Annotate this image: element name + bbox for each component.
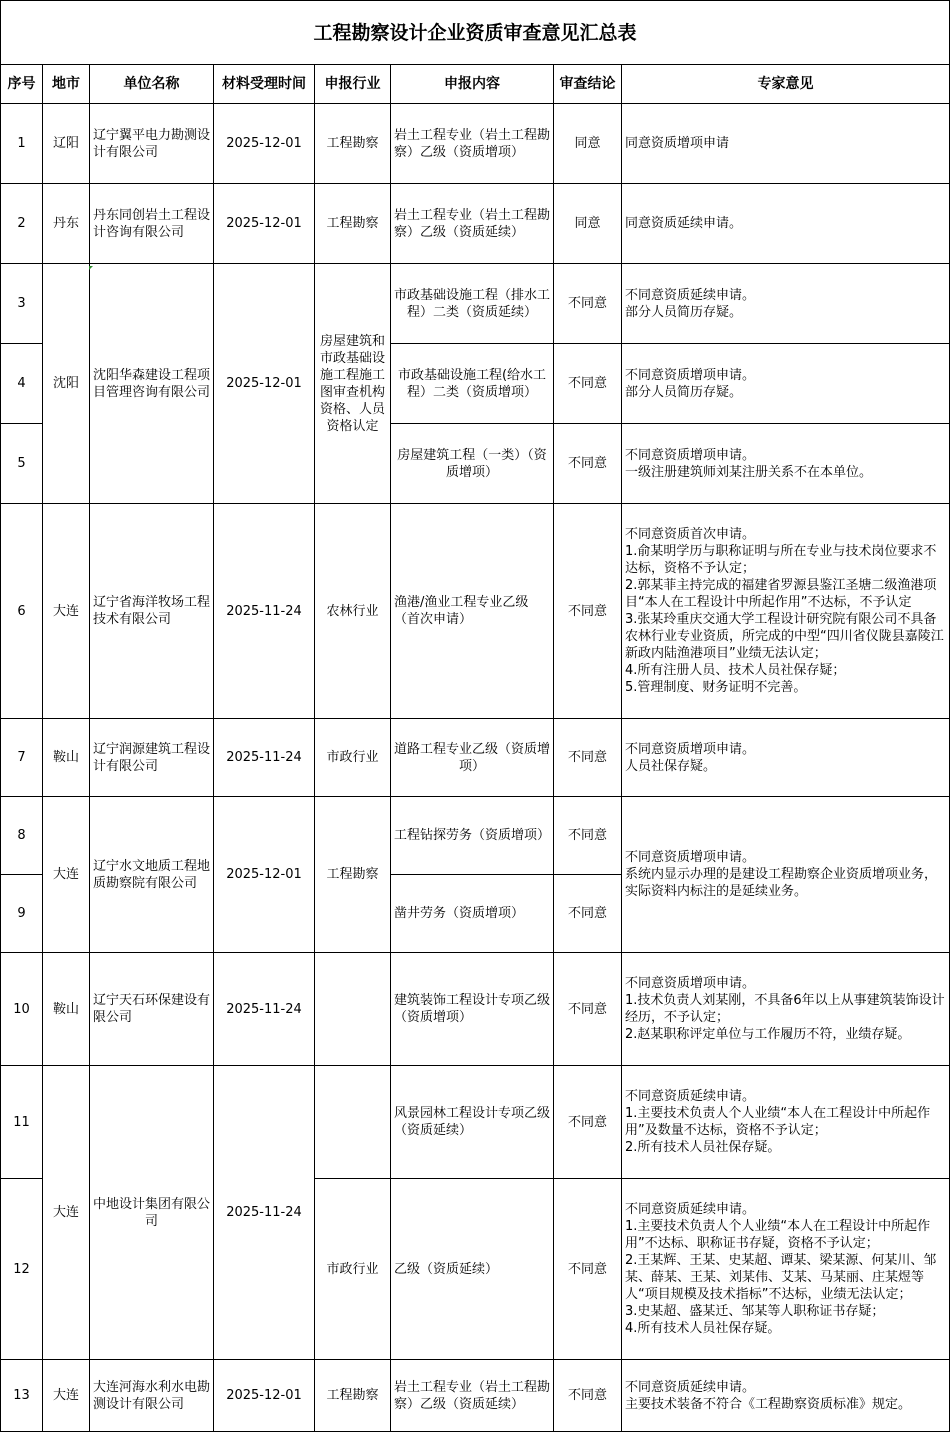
cell-date: 2025-12-01 bbox=[214, 1360, 315, 1432]
header-row bbox=[1, 65, 950, 104]
cell-city: 鞍山 bbox=[43, 953, 90, 1066]
cell-company: 丹东同创岩土工程设计咨询有限公司 bbox=[90, 184, 214, 264]
cell-opinion: 不同意资质增项申请。 一级注册建筑师刘某注册关系不在本单位。 bbox=[622, 424, 950, 504]
cell-industry: 工程勘察 bbox=[315, 184, 391, 264]
cell-result: 不同意 bbox=[554, 953, 622, 1066]
table-row bbox=[1, 1360, 950, 1432]
cell-city: 大连 bbox=[43, 1066, 90, 1360]
cell-content: 建筑装饰工程设计专项乙级（资质增项） bbox=[391, 953, 554, 1066]
header-content: 申报内容 bbox=[391, 65, 554, 104]
table-row bbox=[1, 504, 950, 719]
cell-no: 9 bbox=[1, 875, 43, 953]
header-opinion: 专家意见 bbox=[622, 65, 950, 104]
cell-opinion: 不同意资质延续申请。 1.主要技术负责人个人业绩“本人在工程设计中所起作用”不达标、职称证书存疑，资格不予认定； 2.王某辉、王某、史某超、谭某、梁某源、何某川、邹某、薛某、王某、刘某伟、艾某、马某丽、庄某煜等人“项目规模及技术指标”不达标，业绩无法认定； 3.史某超、盛某迁、邹某等人职称证书存疑； 4.所有技术人员社保存疑。 bbox=[622, 1179, 950, 1360]
cell-content: 房屋建筑工程（一类）（资质增项） bbox=[391, 424, 554, 504]
cell-no: 3 bbox=[1, 264, 43, 344]
table-row bbox=[1, 953, 950, 1066]
cell-company: 辽宁天石环保建设有限公司 bbox=[90, 953, 214, 1066]
cell-date: 2025-12-01 bbox=[214, 184, 315, 264]
cell-city: 大连 bbox=[43, 1360, 90, 1432]
cell-result: 不同意 bbox=[554, 264, 622, 344]
cell-company: 沈阳华森建设工程项目管理咨询有限公司 bbox=[90, 264, 214, 504]
cell-no: 4 bbox=[1, 344, 43, 424]
cell-result: 不同意 bbox=[554, 424, 622, 504]
cell-no: 12 bbox=[1, 1179, 43, 1360]
cell-result: 不同意 bbox=[554, 797, 622, 875]
cell-city: 辽阳 bbox=[43, 104, 90, 184]
cell-no: 6 bbox=[1, 504, 43, 719]
cell-content: 风景园林工程设计专项乙级（资质延续） bbox=[391, 1066, 554, 1179]
header-result: 审查结论 bbox=[554, 65, 622, 104]
cell-company: 大连河海水利水电勘测设计有限公司 bbox=[90, 1360, 214, 1432]
cell-content: 岩土工程专业（岩土工程勘察）乙级（资质延续） bbox=[391, 1360, 554, 1432]
cell-date: 2025-12-01 bbox=[214, 264, 315, 504]
cell-date: 2025-11-24 bbox=[214, 953, 315, 1066]
cell-result: 不同意 bbox=[554, 1360, 622, 1432]
cell-company: 中地设计集团有限公司 bbox=[90, 1066, 214, 1360]
cell-no: 2 bbox=[1, 184, 43, 264]
table-row bbox=[1, 104, 950, 184]
table-row bbox=[1, 719, 950, 797]
cell-industry bbox=[315, 953, 391, 1066]
cell-result: 不同意 bbox=[554, 504, 622, 719]
cell-date: 2025-11-24 bbox=[214, 719, 315, 797]
cell-opinion: 同意资质增项申请 bbox=[622, 104, 950, 184]
cell-result: 不同意 bbox=[554, 719, 622, 797]
table-row bbox=[1, 1066, 950, 1179]
cell-industry: 工程勘察 bbox=[315, 104, 391, 184]
cell-opinion: 不同意资质增项申请。 人员社保存疑。 bbox=[622, 719, 950, 797]
header-company: 单位名称 bbox=[90, 65, 214, 104]
cell-comment-marker bbox=[89, 266, 93, 270]
cell-content: 岩土工程专业（岩土工程勘察）乙级（资质延续） bbox=[391, 184, 554, 264]
cell-industry: 市政行业 bbox=[315, 719, 391, 797]
cell-no: 11 bbox=[1, 1066, 43, 1179]
cell-industry: 农林行业 bbox=[315, 504, 391, 719]
header-city: 地市 bbox=[43, 65, 90, 104]
cell-content: 市政基础设施工程（排水工程）二类（资质延续） bbox=[391, 264, 554, 344]
cell-company: 辽宁省海洋牧场工程技术有限公司 bbox=[90, 504, 214, 719]
cell-result: 不同意 bbox=[554, 875, 622, 953]
cell-content: 市政基础设施工程(给水工程）二类（资质增项） bbox=[391, 344, 554, 424]
cell-city: 大连 bbox=[43, 797, 90, 953]
table-row bbox=[1, 797, 950, 875]
cell-company: 辽宁润源建筑工程设计有限公司 bbox=[90, 719, 214, 797]
cell-company: 辽宁水文地质工程地质勘察院有限公司 bbox=[90, 797, 214, 953]
cell-no: 13 bbox=[1, 1360, 43, 1432]
cell-content: 渔港/渔业工程专业乙级（首次申请） bbox=[391, 504, 554, 719]
cell-opinion: 不同意资质增项申请。 系统内显示办理的是建设工程勘察企业资质增项业务，实际资料内标注的是延续业务。 bbox=[622, 797, 950, 953]
cell-industry: 工程勘察 bbox=[315, 797, 391, 953]
cell-opinion: 不同意资质延续申请。 1.主要技术负责人个人业绩“本人在工程设计中所起作用”及数量不达标，资格不予认定； 2.所有技术人员社保存疑。 bbox=[622, 1066, 950, 1179]
cell-no: 10 bbox=[1, 953, 43, 1066]
cell-opinion: 不同意资质延续申请。 主要技术装备不符合《工程勘察资质标准》规定。 bbox=[622, 1360, 950, 1432]
cell-industry: 市政行业 bbox=[315, 1179, 391, 1360]
cell-date: 2025-11-24 bbox=[214, 504, 315, 719]
cell-city: 丹东 bbox=[43, 184, 90, 264]
cell-city: 大连 bbox=[43, 504, 90, 719]
header-date: 材料受理时间 bbox=[214, 65, 315, 104]
cell-result: 不同意 bbox=[554, 1179, 622, 1360]
cell-opinion: 不同意资质首次申请。 1.俞某明学历与职称证明与所在专业与技术岗位要求不达标，资格不予认定； 2.郭某菲主持完成的福建省罗源县鉴江圣塘二级渔港项目“本人在工程设计中所起作用”不达标，不予认定 3.张某玲重庆交通大学工程设计研究院有限公司不具备农林行业专业资质，所完成的中型“四川省仪陇县嘉陵江新政内陆渔港项目”业绩无法认定； 4.所有注册人员、技术人员社保存疑； 5.管理制度、财务证明不完善。 bbox=[622, 504, 950, 719]
cell-no: 8 bbox=[1, 797, 43, 875]
cell-content: 道路工程专业乙级（资质增项） bbox=[391, 719, 554, 797]
cell-company: 辽宁翼平电力勘测设计有限公司 bbox=[90, 104, 214, 184]
cell-result: 不同意 bbox=[554, 344, 622, 424]
cell-city: 沈阳 bbox=[43, 264, 90, 504]
review-table bbox=[0, 64, 950, 1432]
cell-city: 鞍山 bbox=[43, 719, 90, 797]
cell-content: 乙级（资质延续） bbox=[391, 1179, 554, 1360]
cell-date: 2025-12-01 bbox=[214, 104, 315, 184]
cell-content: 凿井劳务（资质增项） bbox=[391, 875, 554, 953]
cell-opinion: 不同意资质延续申请。 部分人员简历存疑。 bbox=[622, 264, 950, 344]
cell-industry: 房屋建筑和市政基础设施工程施工图审查机构资格、人员资格认定 bbox=[315, 264, 391, 504]
cell-no: 5 bbox=[1, 424, 43, 504]
cell-result: 不同意 bbox=[554, 1066, 622, 1179]
cell-result: 同意 bbox=[554, 104, 622, 184]
document-title: 工程勘察设计企业资质审查意见汇总表 bbox=[0, 0, 950, 64]
cell-content: 岩土工程专业（岩土工程勘察）乙级（资质增项） bbox=[391, 104, 554, 184]
header-industry: 申报行业 bbox=[315, 65, 391, 104]
cell-opinion: 同意资质延续申请。 bbox=[622, 184, 950, 264]
cell-industry bbox=[315, 1066, 391, 1179]
header-no: 序号 bbox=[1, 65, 43, 104]
cell-opinion: 不同意资质增项申请。 部分人员简历存疑。 bbox=[622, 344, 950, 424]
cell-result: 同意 bbox=[554, 184, 622, 264]
cell-industry: 工程勘察 bbox=[315, 1360, 391, 1432]
cell-content: 工程钻探劳务（资质增项） bbox=[391, 797, 554, 875]
cell-no: 7 bbox=[1, 719, 43, 797]
cell-no: 1 bbox=[1, 104, 43, 184]
cell-date: 2025-12-01 bbox=[214, 797, 315, 953]
cell-date: 2025-11-24 bbox=[214, 1066, 315, 1360]
table-row bbox=[1, 184, 950, 264]
table-row bbox=[1, 264, 950, 344]
cell-opinion: 不同意资质增项申请。 1.技术负责人刘某刚，不具备6年以上从事建筑装饰设计经历，不予认定； 2.赵某职称评定单位与工作履历不符，业绩存疑。 bbox=[622, 953, 950, 1066]
